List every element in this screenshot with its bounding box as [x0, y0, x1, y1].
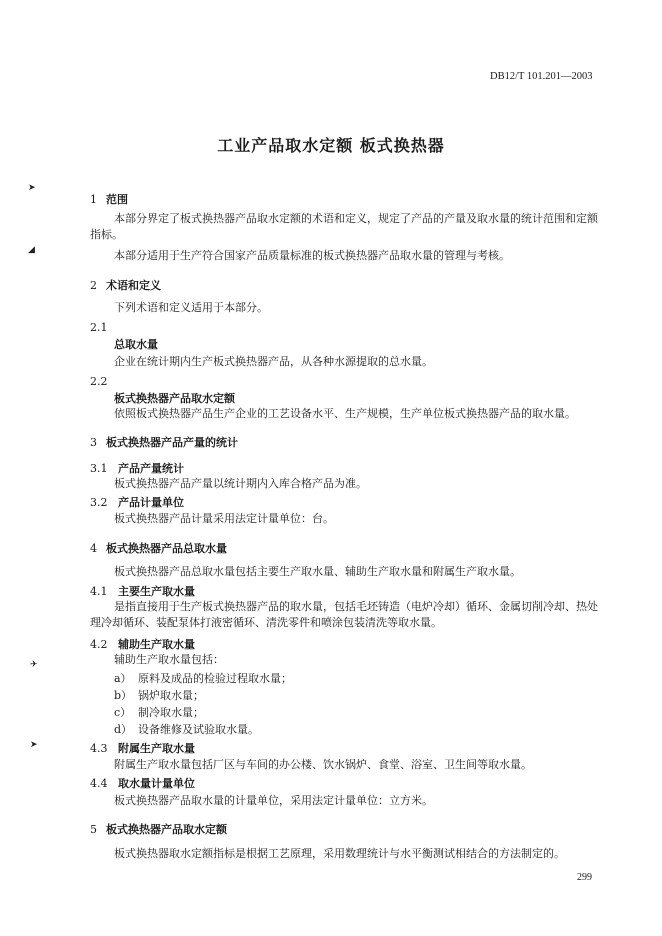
list-item-a: a） 原料及成品的检验过程取水量；: [114, 672, 292, 685]
section-1-paragraph-1: 本部分界定了板式换热器产品取水定额的术语和定义，规定了产品的产量及取水量的统计范围和定额指标。: [90, 212, 598, 241]
clause-3-2-text: 板式换热器产品计量采用法定计量单位：台。: [114, 512, 334, 525]
clause-2-1-number: 2.1: [90, 321, 108, 334]
document-code: DB12/T 101.201—2003: [490, 71, 593, 82]
clause-4-4-heading: 4.4 取水量计量单位: [90, 777, 195, 790]
clause-4-1-heading: 4.1 主要生产取水量: [90, 585, 195, 598]
clause-4-3-text: 附属生产取水量包括厂区与车间的办公楼、饮水锅炉、食堂、浴室、卫生间等取水量。: [114, 758, 532, 771]
clause-2-2-term: 板式换热器产品取水定额: [114, 392, 235, 405]
section-1-paragraph-2: 本部分适用于生产符合国家产品质量标准的板式换热器产品取水量的管理与考核。: [114, 249, 510, 262]
list-item-c: c） 制冷取水量；: [114, 706, 204, 719]
clause-3-2-heading: 3.2 产品计量单位: [90, 496, 184, 509]
section-5-heading: 5 板式换热器产品取水定额: [90, 823, 227, 836]
page-title: 工业产品取水定额 板式换热器: [217, 136, 445, 155]
clause-3-1-text: 板式换热器产品产量以统计期内入库合格产品为准。: [114, 477, 367, 490]
page-number: 299: [577, 872, 592, 883]
section-4-paragraph-1: 板式换热器产品总取水量包括主要生产取水量、辅助生产取水量和附属生产取水量。: [114, 565, 521, 578]
section-3-heading: 3 板式换热器产品产量的统计: [90, 436, 238, 449]
clause-4-2-heading: 4.2 辅助生产取水量: [90, 638, 195, 651]
clause-4-2-text: 辅助生产取水量包括：: [114, 653, 224, 666]
section-1-heading: 1 范围: [90, 193, 128, 206]
section-2-heading: 2 术语和定义: [90, 279, 161, 292]
section-4-heading: 4 板式换热器产品总取水量: [90, 542, 227, 555]
margin-mark: ➤: [28, 183, 36, 193]
clause-2-2-number: 2.2: [90, 375, 108, 388]
clause-2-2-definition: 依照板式换热器产品生产企业的工艺设备水平、生产规模，生产单位板式换热器产品的取水量。: [114, 407, 576, 420]
clause-3-1-heading: 3.1 产品产量统计: [90, 462, 184, 475]
section-5-paragraph-1: 板式换热器取水定额指标是根据工艺原理，采用数理统计与水平衡测试相结合的方法制定的。: [114, 847, 565, 860]
margin-mark: ✈: [30, 660, 38, 670]
margin-mark: ◢: [28, 245, 35, 255]
clause-4-3-heading: 4.3 附属生产取水量: [90, 742, 195, 755]
clause-2-1-term: 总取水量: [114, 338, 158, 351]
clause-4-1-text: 是指直接用于生产板式换热器产品的取水量，包括毛坯铸造（电炉冷却）循环、金属切削冷却、热处理冷却循环、装配泵体打液密循环、清洗零件和喷涂包装清洗等取水量。: [90, 600, 598, 629]
list-item-d: d） 设备维修及试验取水量。: [114, 723, 259, 736]
clause-2-1-definition: 企业在统计期内生产板式换热器产品，从各种水源提取的总水量。: [114, 355, 433, 368]
section-2-paragraph-1: 下列术语和定义适用于本部分。: [114, 301, 268, 314]
list-item-b: b） 锅炉取水量；: [114, 689, 204, 702]
margin-mark: ➤: [30, 740, 38, 750]
clause-4-4-text: 板式换热器产品取水量的计量单位，采用法定计量单位：立方米。: [114, 794, 433, 807]
